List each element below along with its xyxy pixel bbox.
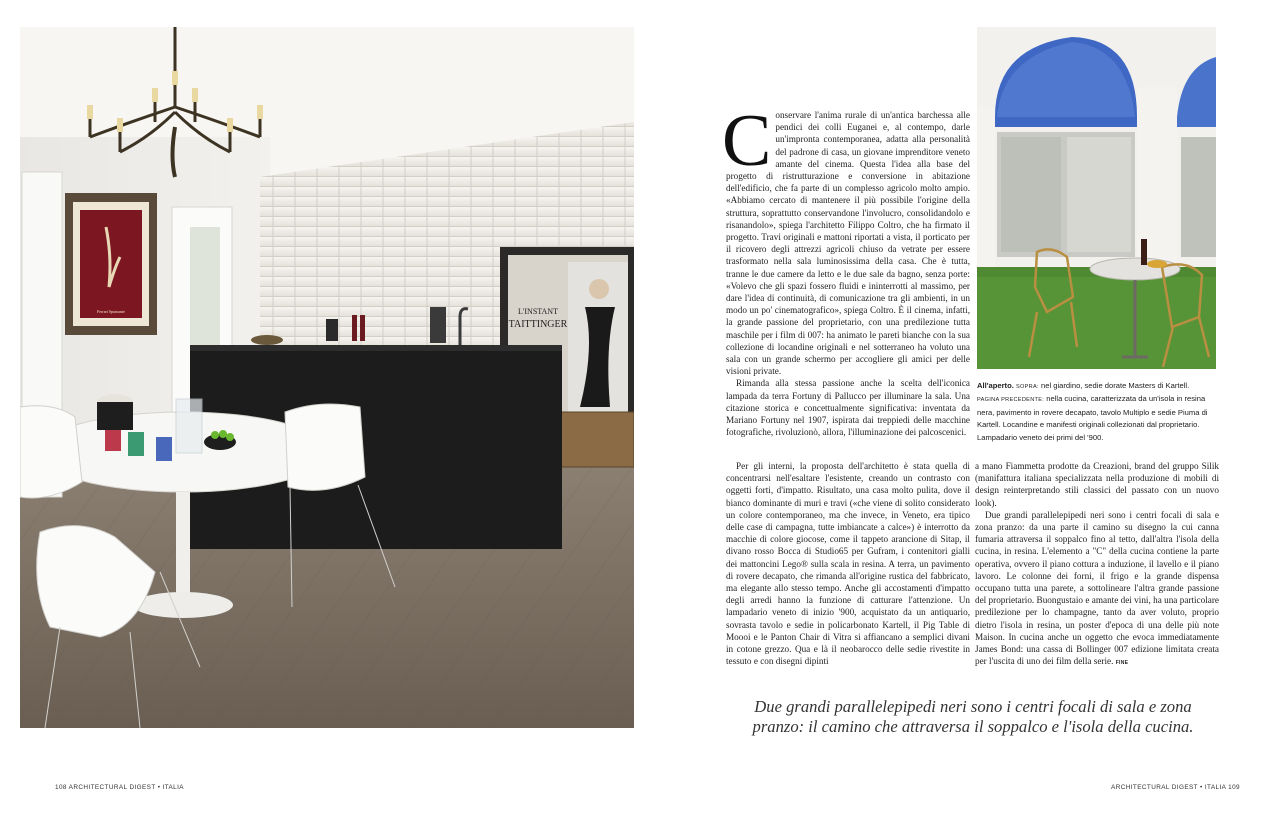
- article-paragraph: Per gli interni, la proposta dell'architetto è stata quella di concentrarsi nell'esaltare l'esistente, creando un contrasto con oggetti forti, d'impatto. Risultato, una casa molto pulita, dove il bianco dominante di muri e travi («che viene di solito considerato un colore contemporaneo, ma che invece, in Veneto, era tipico delle case di campagna, tutte imbiancate a calce») è interrotto da macchie di colore giocose, come il tappeto arancione di Sitap, il divano rosso Bocca di Studio65 per Gufram, i contenitori gialli dei mattoncini Lego® sulla scala in resina. A terra, un pavimento di rovere decapato, che rimanda all'origine rustica del fabbricato, ma elegante allo stesso tempo. Anche gli accostamenti d'impatto degli arredi hanno la funzione di catturare l'attenzione. Un lampadario veneto di inizio '900, acquistato da un antiquario, sovrasta tavolo e sedie in policarbonato Kartell, il Pig Table di Moooi e le Panton Chair di Vitra si affiancano a semplici divani in cotone grezzo. Qua e là il neobarocco delle sedie rivestite in tessuto e con disegni dipinti: [726, 461, 970, 667]
- article-paragraph: a mano Fiammetta prodotte da Creazioni, brand del gruppo Silik (manifattura italiana specializzata nella produzione di mobili di design reinterpretando stili classici del passato con un nuovo look).: [975, 461, 1219, 508]
- poster-left-text: Ferrari Spumante: [97, 309, 125, 314]
- caption-label-opposite: PAGINA PRECEDENTE:: [977, 397, 1045, 404]
- photo-caption: [977, 380, 1217, 444]
- caption-label-above: SOPRA:: [1015, 384, 1039, 390]
- article-column-right: [975, 460, 1219, 669]
- poster-right-text-1: L'INSTANT: [518, 307, 558, 316]
- folio-right: ARCHITECTURAL DIGEST • ITALIA 109: [1111, 784, 1240, 791]
- pull-quote: Due grandi parallelepipedi neri sono i centri focali di sala e zona pranzo: il camino che attraversa il soppalco e l'isola della cucina.: [752, 697, 1194, 736]
- drop-cap: C: [722, 100, 772, 182]
- caption-text-opposite: nella cucina, caratterizzata da un'isola in resina nera, pavimento in rovere decapato, tavolo Multiplo e sedie Piuma di Kartell. Locandine e manifesti originali collezionati dal proprietario. Lampadario veneto dei primi del '900.: [977, 394, 1208, 442]
- garden-photo: [977, 27, 1216, 369]
- article-column-top: [722, 100, 970, 438]
- article-column-left: [726, 460, 970, 667]
- end-mark: FINE: [1115, 660, 1129, 667]
- article-paragraph: Rimanda alla stessa passione anche la scelta dell'iconica lampada da terra Fortuny di Pallucco per illuminare la sala. Una citazione storica e concettualmente significativa: inventata da Mariano Fortuny nel 1907, ispirata dai treppiedi delle macchine fotografiche, rivoluzionò, allora, l'illuminazione dei palcoscenici.: [726, 378, 970, 438]
- caption-text-above: nel giardino, sedie dorate Masters di Kartell.: [1041, 381, 1190, 390]
- article-paragraph: Conservare l'anima rurale di un'antica barchessa alle pendici dei colli Euganei e, al contempo, darle un'impronta contemporanea, adatta alla personalità del padrone di casa, un giovane imprenditore veneto amante del cinema. Questa l'idea alla base del progetto di ristrutturazione e conversione in abitazione dell'edificio, che fa parte di un complesso agricolo molto ampio. «Abbiamo cercato di mantenere il più possibile l'origine della struttura, soprattutto conservandone l'involucro, consolidandolo e risanandolo», spiega l'architetto Filippo Coltro, che ha firmato il progetto. Travi originali e mattoni riportati a vista, il porticato per il ricovero degli attrezzi agricoli chiuso da vetrate per essere trasformato nella sala luminosissima della casa. Che è tutta, tranne le due camere da letto e le due sale da bagno, senza porte: «Volevo che gli spazi fossero fluidi e ininterrotti al massimo, per dare l'idea di continuità, di comunicazione tra gli ambienti, in un modo un po' cinematografico», spiega Coltro. È il cinema, infatti, la grande passione del proprietario, con una predilezione tutta maschile per i film di 007: ha animato le pareti bianche con la sua collezione di locandine originali e nel sotterraneo ha voluto una sala con un grande schermo per accogliere gli amici per delle visioni private.: [722, 100, 970, 377]
- article-paragraph: Due grandi parallelepipedi neri sono i centri focali di sala e zona pranzo: da una parte il camino su disegno la cui canna fumaria attraversa il soppalco fino al tetto, dall'altra l'isola della cucina, in resina. L'elemento a "C" della cucina contiene la parte operativa, ovvero il piano cottura a induzione, il lavello e il piano lavoro. Le colonne dei forni, il frigo e la grande dispensa occupano tutta una parete, a sottolineare l'altra grande passione del proprietario. Buongustaio e amante dei vini, ha una particolare predilezione per lo champagne, tanto da aver voluto, proprio dietro l'isola in resina, un poster d'epoca di una delle più note Maison. In cucina anche un oggetto che evoca immediatamente James Bond: una cassa di Bollinger 007 edizione limitata creata per l'uscita di uno dei film della serie. FINE: [975, 509, 1219, 667]
- folio-left: 108 ARCHITECTURAL DIGEST • ITALIA: [55, 784, 184, 791]
- kitchen-photo: [20, 27, 634, 728]
- caption-title: All'aperto.: [977, 381, 1014, 390]
- poster-right-text-2: TAITTINGER: [508, 319, 568, 330]
